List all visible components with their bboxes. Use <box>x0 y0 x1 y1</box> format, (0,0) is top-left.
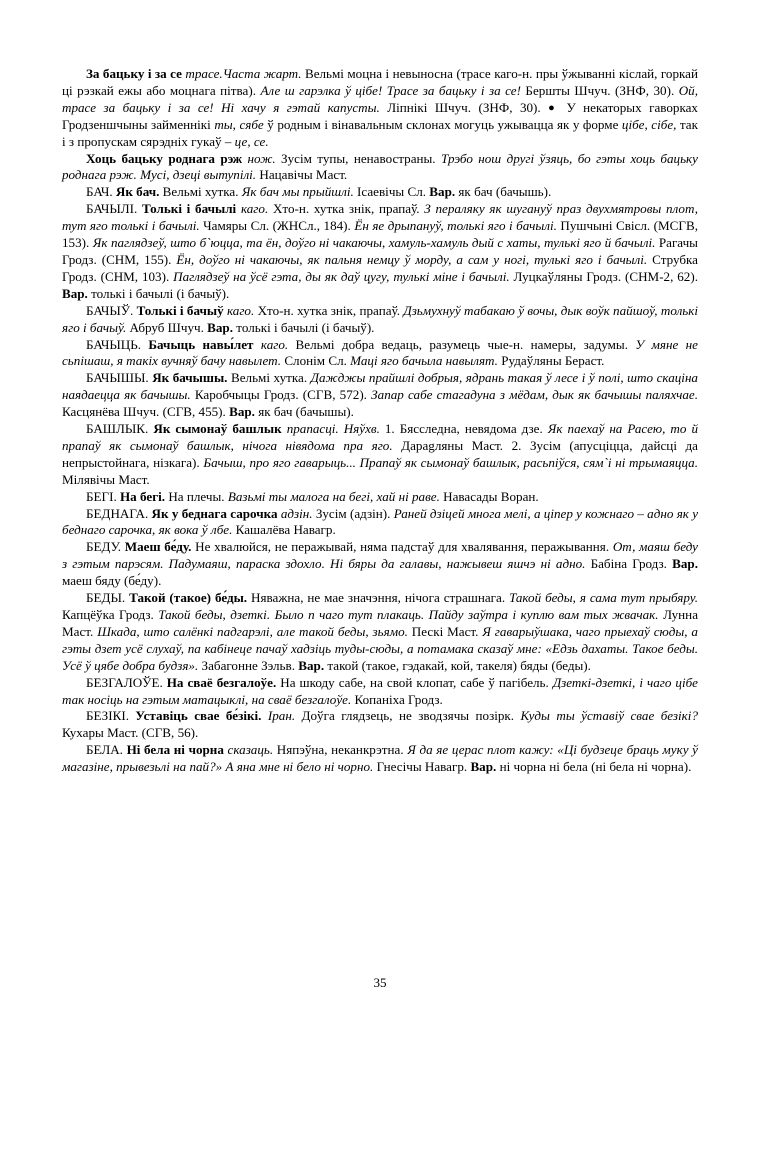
dictionary-entries <box>62 66 698 776</box>
entry-bedu: БЕДУ. Маеш бе́ду. Не хвалюйся, не перажывай, няма падстаў для хвалявання, перажывання. От, маяш беду з гэтым парэсям. Падумаяш, параска здохло. Ні бяры да галавы, нажывеш яшчэ ні адно. Бабіна Гродз. Вар. маеш бяду (бе́ду). <box>62 539 698 589</box>
entry-bezhaloue: БЕЗГАЛОЎЕ. На сваё безгалоўе. На шкоду сабе, на свой клопат, сабе ў пагібель. Дзеткі-дзеткі, і чаго цібе так носіць на гэтым матацыклі, на сваё безгалоўе. Копаніха Гродз. <box>62 674 698 707</box>
entry-bachyc: БАЧЫЦЬ. Бачыць навы́лет каго. Вельмі добра ведаць, разумець чые-н. намеры, задумы. У мяне не сьпішаш, я такіх вучняў бачу навылет. Слонім Сл. Маці яго бачыла навылят. Рудаўляны Бераст. <box>62 336 698 369</box>
entry-bashlyk: БАШЛЫК. Як сымонаў башлык прапасці. Няўхв. 1. Бясследна, невядома дзе. Як паехаў на Расею, то й прапаў як сымонаў башлык, нічога нівядома пра яго. Дараgляны Маст. 2. Зусім (апусціцца, дайсці да непрыстойнага, нізкага). Бачыш, про яго гавaрыць... Прапаў як сымонаў башлык, расьпіўся, сям`і ні трымаяцца. Мілявічы Маст. <box>62 421 698 487</box>
entry-bachyu: БАЧЫЎ. Толькі і бачыў каго. Хто-н. хутка знік, прапаў. Дзьмухнуў табакаю ў вочы, дык воўк пайшоў, толькі яго і бачыў. Абруб Шчуч. Вар. толькі і бачылі (і бачыў). <box>62 302 698 335</box>
entry-beziki: БЕЗІКІ. Уставіць сваe бе́зікі. Іран. Доўгa глядзець, не зводзячы позірк. Куды ты ўставіў свае безікі? Кухары Маст. (СГВ, 56). <box>62 708 698 741</box>
page-number: 35 <box>373 975 387 990</box>
entry-za-backu-i-za-se: За бацьку і за се трасе.Часта жарт. Вельмі моцна і невыносна (трасе каго-н. пры ўжыванні кіслай, горкай ці рэзкай ежы або моцнага пітва). Але ш гарэлка ў цібе! Трасе за бацьку і за се! Бершты Шчуч. (ЗНФ, 30). Ой, трасе за бацьку і за се! Ні хачу я гэтай капусты. Ліпнікі Шчуч. (ЗНФ, 30). ● У некаторых гаворках Гродзеншчыны займеннікі ты, сябе ў родным і вінавальным склонах могуць ужывацца як у форме цібе, сібе, так і з пропускам сярэдніх гукаў – це, се. <box>62 66 698 149</box>
entry-hoc-backu-rodnaha-rzh: Хоць бацьку роднага рэж нож. Зусім тупы, ненавостраны. Трэбо нош другі ўзяць, бо гэты хоць бацьку роднага рэж. Мусі, дзеці вытупілі. Нацавічы Маст. <box>62 150 698 183</box>
entry-behi: БЕГІ. На бегі. На плечы. Вазьмі ты малога на бегі, хай ні раве. Навасады Воран. <box>86 488 539 504</box>
entry-bednaha: БЕДНАГА. Як у беднага сарочка адзін. Зусім (адзін). Раней дзіцей многа мелі, а ціпер у кожнаго – адно як у беднаго сарочка, як вока ў лбе. Кашалёва Навагр. <box>62 505 699 538</box>
entry-bachyli: БАЧЫЛІ. Толькі і бачылі каго. Хто-н. хутка знік, прапаў. З пераляку як шугануў праз двухмятровы плот, тут яго толькі і бачылі. Чамяры Сл. (ЖНСл., 184). Ён яе дрыпануў, толькі яго і бачылі. Пушчыні Свісл. (МСГВ, 153). Як паглядзеў, што б`юцца, та ён, доўго ні чакаючы, хамуль-хамуль дый с хаты, тулькі яго й бачылі. Рагачы Гродз. (СНМ, 155). Ён, доўго ні чакаючы, як пальня немцу ў морду, а сам у ногі, тулькі яго і бачылі. Струбка Гродз. (СНМ, 103). Паглядзеў на ўсё гэта, ды як даў цугу, тулькі міне і бачылі. Луцкаўляны Гродз. (СНМ-2, 62). Вар. толькі і бачылі (і бачыў). <box>62 201 699 301</box>
entry-bela: БЕЛА. Ні бела ні чорна сказаць. Няпэўна, неканкрэтна. Я да яе церас плот кажу: «Ці будзеце браць муку ў магазіне, прывезьлі на пай?» А яна мне ні бело ні чорно. Гнесічы Навагр. Вар. ні чорна ні бела (ні бела ні чорна). <box>62 742 698 775</box>
entry-bedy: БЕДЫ. Такой (такое) бе́ды. Няважна, не мае значэння, нічога страшнага. Такой беды, я сама тут прыбяру. Капцёўка Гродз. Такой беды, дзеткі. Было п чаго тут плакаць. Пайду заўтра і куплю вам тых жвачак. Лунна Маст. Шкада, што салёнкі падгарэлі, але такой беды, зьямо. Пескі Маст. Я гавaрыўшака, чаго прыехаў сюды, а гэты дзет усё слухаў, па кабінеце пачаў хадзіць туды-сюды, а потамака сказаў мне: «Едзь дахаты. Такое беды. Усё ў цябе добра будзя». Забагонне Зэльв. Вар. такой (такое, гэдакай, кой, такеля) бяды (беды). <box>62 590 698 673</box>
entry-bach: БАЧ. Як бач. Вельмі хутка. Як бач мы прыйшлі. Ісаевічы Сл. Вар. як бач (бачышь). <box>86 184 552 200</box>
entry-bachyshy: БАЧЫШЫ. Як бачышы. Вельмі хутка. Дажджы прайшлі добрыя, ядрань такая ў лесе і ў полі, што скаціна наядаецца як бачышы. Каробчыцы Гродз. (СГВ, 572). Запар сабе стагадуна з мёдам, дык як бачышы паляхчае. Касцянёва Шчуч. (СГВ, 455). Вар. як бач (бачышы). <box>62 370 698 420</box>
